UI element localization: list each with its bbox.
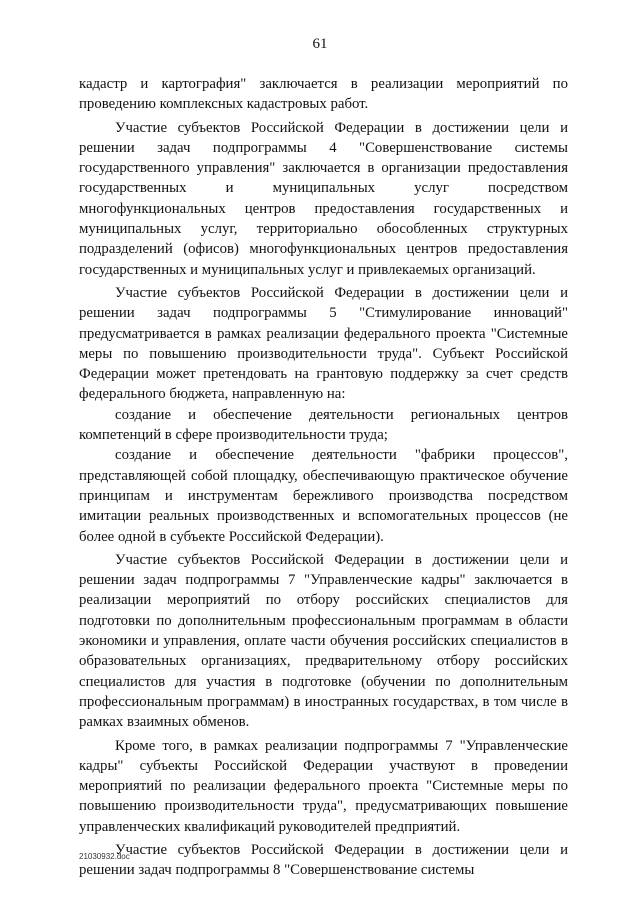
paragraph-subprogram-7-additional: Кроме того, в рамках реализации подпрограммы 7 "Управленческие кадры" субъекты Российской Федерации участвуют в проведении мероприятий по реализации федерального проекта "Системные меры по повышению производительности труда", предусматривающих повышение управленческих квалификаций руководителей предприятий. <box>79 737 568 835</box>
page-number: 61 <box>312 36 328 52</box>
list-item-competence-centers: создание и обеспечение деятельности региональных центров компетенций в сфере производительности труда; <box>79 406 568 444</box>
paragraph-subprogram-4: Участие субъектов Российской Федерации в достижении цели и решении задач подпрограммы 4 "Совершенствование системы государственного управления" заключается в организации предоставления государственных и муниципальных услуг посредством многофункциональных центров предоставления государственных и муниципальных услуг, территориально обособленных структурных подразделений (офисов) многофункциональных центров предоставления государственных и муниципальных услуг и привлекаемых организаций. <box>79 119 568 278</box>
paragraph-cadastre-continuation: кадастр и картография" заключается в реализации мероприятий по проведению комплексных кадастровых работ. <box>79 76 568 113</box>
paragraph-subprogram-5: Участие субъектов Российской Федерации в достижении цели и решении задач подпрограммы 5 "Стимулирование инноваций" предусматривается в рамках реализации федерального проекта "Системные меры по повышению производительности труда". Субъект Российской Федерации может претендовать на грантовую поддержку за счет средств федерального бюджета, направленную на: <box>79 284 568 403</box>
list-item-process-factory: создание и обеспечение деятельности "фабрики процессов", представляющей собой площадку, обеспечивающую практическое обучение принципам и инструментам бережливого производства посредством имитации реальных производственных и вспомогательных процессов (не более одной в субъекте Российской Федерации). <box>79 447 568 545</box>
document-body <box>79 74 568 881</box>
file-reference: 21030932.doc <box>79 852 130 861</box>
paragraph-subprogram-7: Участие субъектов Российской Федерации в достижении цели и решении задач подпрограммы 7 "Управленческие кадры" заключается в реализации мероприятий по отбору российских специалистов для подготовки по дополнительным профессиональным программам в области экономики и управления, оплате части обучения российских специалистов в образовательных организациях, предварительному отбору российских специалистов для участия в подготовке (обучении по дополнительным профессиональным программам) в иностранных государствах, в том числе в рамках взаимных обменов. <box>79 551 568 731</box>
paragraph-subprogram-8: Участие субъектов Российской Федерации в достижении цели и решении задач подпрограммы 8 "Совершенствование системы <box>79 841 568 879</box>
